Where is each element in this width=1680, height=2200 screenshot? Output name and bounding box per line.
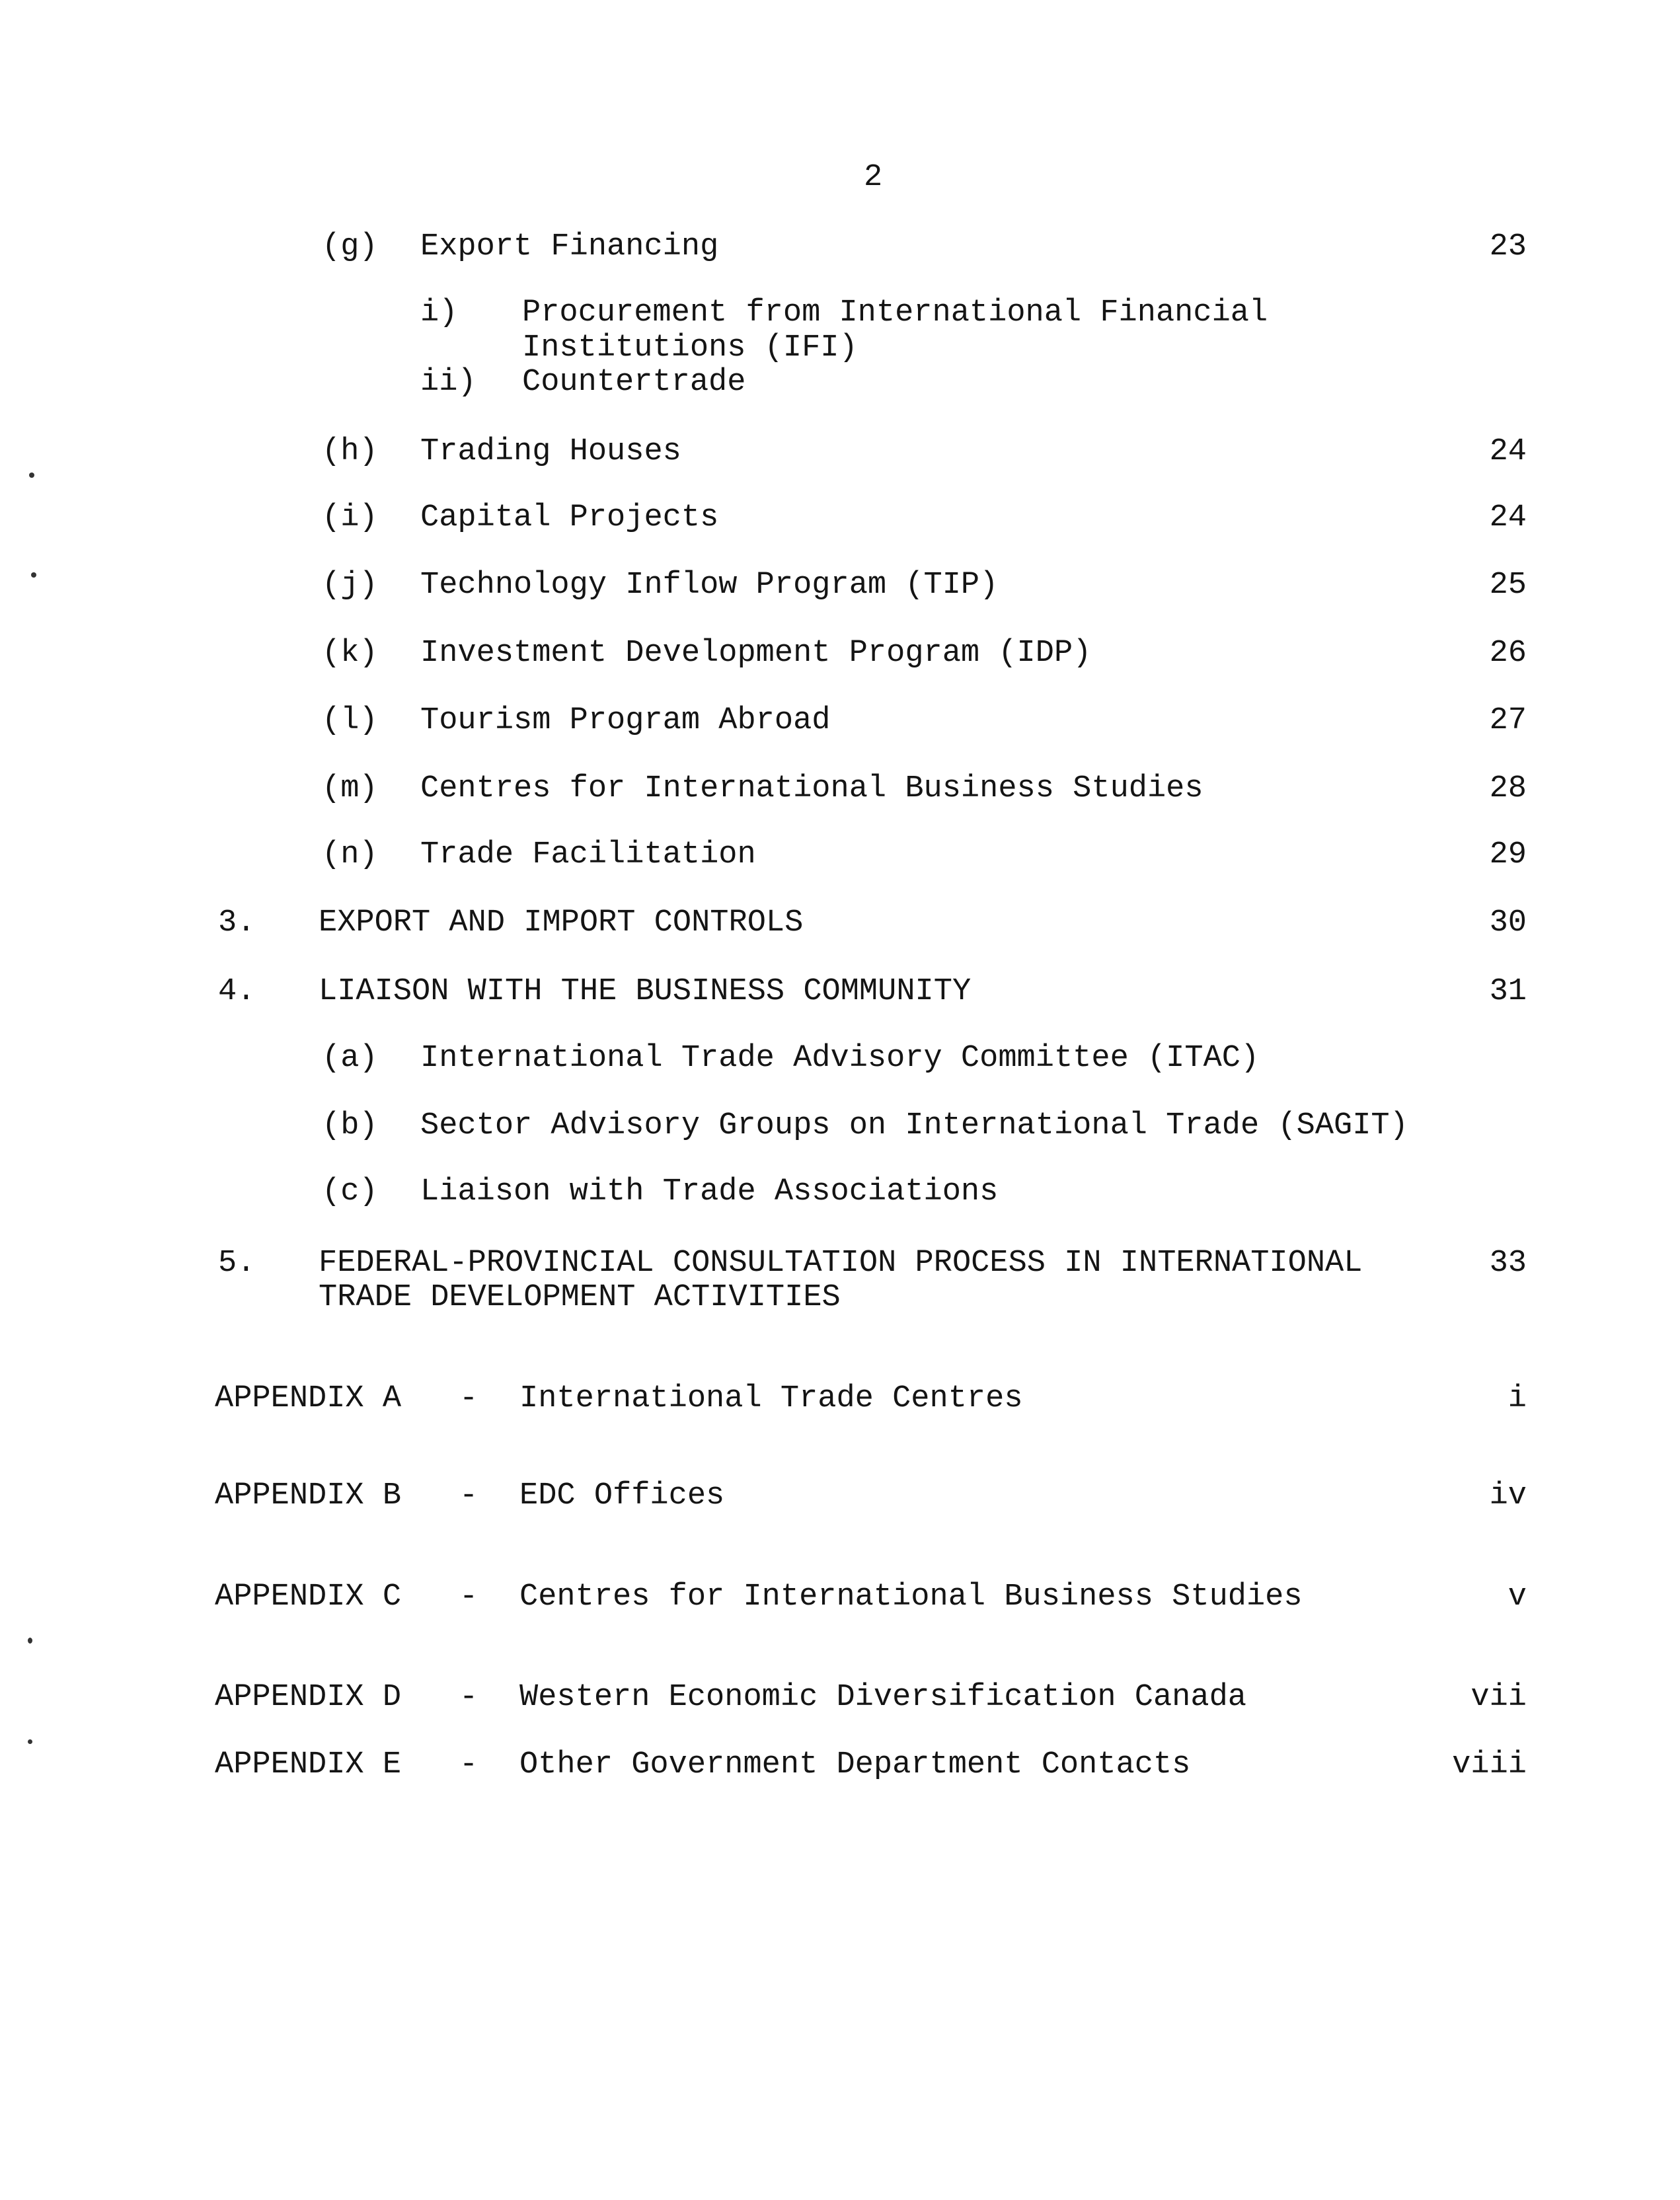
toc-page: 31 — [1489, 974, 1527, 1009]
toc-label: (n) — [322, 837, 378, 872]
toc-label: 4. — [218, 974, 256, 1009]
scan-speck — [31, 572, 36, 578]
toc-label: (k) — [322, 636, 378, 671]
toc-title: Centres for International Business Studies — [420, 771, 1203, 806]
appendix-page: iv — [1489, 1478, 1527, 1513]
toc-title: Export Financing — [420, 229, 719, 264]
toc-subtitle-line1: Countertrade — [522, 365, 746, 400]
appendix-title: Western Economic Diversification Canada — [519, 1680, 1246, 1715]
appendix-label: APPENDIX A — [215, 1381, 402, 1416]
appendix-title: International Trade Centres — [519, 1381, 1023, 1416]
toc-title: International Trade Advisory Committee (ITAC) — [420, 1041, 1260, 1076]
appendix-title: EDC Offices — [519, 1478, 725, 1513]
toc-title: Investment Development Program (IDP) — [420, 636, 1092, 671]
appendix-page: v — [1508, 1579, 1527, 1614]
appendix-label: APPENDIX C — [215, 1579, 402, 1614]
toc-label: (b) — [322, 1108, 378, 1143]
toc-title-line2: TRADE DEVELOPMENT ACTIVITIES — [319, 1280, 841, 1315]
toc-label: (c) — [322, 1174, 378, 1209]
toc-page: 24 — [1489, 434, 1527, 469]
appendix-title: Centres for International Business Studies — [519, 1579, 1303, 1614]
toc-title: Capital Projects — [420, 500, 719, 535]
scan-speck — [28, 1739, 32, 1744]
appendix-dash: - — [459, 1478, 478, 1513]
toc-page: 26 — [1489, 636, 1527, 671]
appendix-page: vii — [1470, 1680, 1527, 1715]
toc-title: EXPORT AND IMPORT CONTROLS — [319, 905, 804, 940]
toc-label: 3. — [218, 905, 256, 940]
toc-label: (l) — [322, 703, 378, 738]
toc-subtitle-line1: Procurement from International Financial — [522, 295, 1268, 330]
toc-label: (i) — [322, 500, 378, 535]
toc-sublabel: ii) — [420, 365, 477, 400]
toc-page: 27 — [1489, 703, 1527, 738]
toc-title: Trading Houses — [420, 434, 681, 469]
toc-sublabel: i) — [420, 295, 458, 330]
toc-title: Trade Facilitation — [420, 837, 756, 872]
toc-page: 30 — [1489, 905, 1527, 940]
toc-title-line1: FEDERAL-PROVINCIAL CONSULTATION PROCESS IN INTERNATIONAL — [319, 1246, 1363, 1281]
appendix-title: Other Government Department Contacts — [519, 1747, 1191, 1782]
toc-title: LIAISON WITH THE BUSINESS COMMUNITY — [319, 974, 972, 1009]
appendix-dash: - — [459, 1747, 478, 1782]
toc-label: (g) — [322, 229, 378, 264]
toc-title: Tourism Program Abroad — [420, 703, 831, 738]
toc-page: 29 — [1489, 837, 1527, 872]
appendix-label: APPENDIX E — [215, 1747, 402, 1782]
toc-page: 25 — [1489, 568, 1527, 603]
toc-label: (a) — [322, 1041, 378, 1076]
appendix-dash: - — [459, 1381, 478, 1416]
toc-title: Liaison with Trade Associations — [420, 1174, 999, 1209]
scan-speck — [28, 1638, 32, 1644]
toc-page: 33 — [1489, 1246, 1527, 1281]
appendix-page: i — [1508, 1381, 1527, 1416]
toc-title: Technology Inflow Program (TIP) — [420, 568, 999, 603]
toc-page: 23 — [1489, 229, 1527, 264]
appendix-page: viii — [1452, 1747, 1527, 1782]
page-number: 2 — [864, 160, 883, 195]
toc-page: 28 — [1489, 771, 1527, 806]
scan-speck — [29, 473, 34, 478]
toc-title: Sector Advisory Groups on International Trade (SAGIT) — [420, 1108, 1408, 1143]
toc-page: 24 — [1489, 500, 1527, 535]
appendix-dash: - — [459, 1680, 478, 1715]
toc-label: 5. — [218, 1246, 256, 1281]
toc-subtitle-line2: Institutions (IFI) — [522, 330, 858, 365]
toc-label: (j) — [322, 568, 378, 603]
toc-label: (m) — [322, 771, 378, 806]
appendix-label: APPENDIX D — [215, 1680, 402, 1715]
appendix-dash: - — [459, 1579, 478, 1614]
toc-label: (h) — [322, 434, 378, 469]
appendix-label: APPENDIX B — [215, 1478, 402, 1513]
